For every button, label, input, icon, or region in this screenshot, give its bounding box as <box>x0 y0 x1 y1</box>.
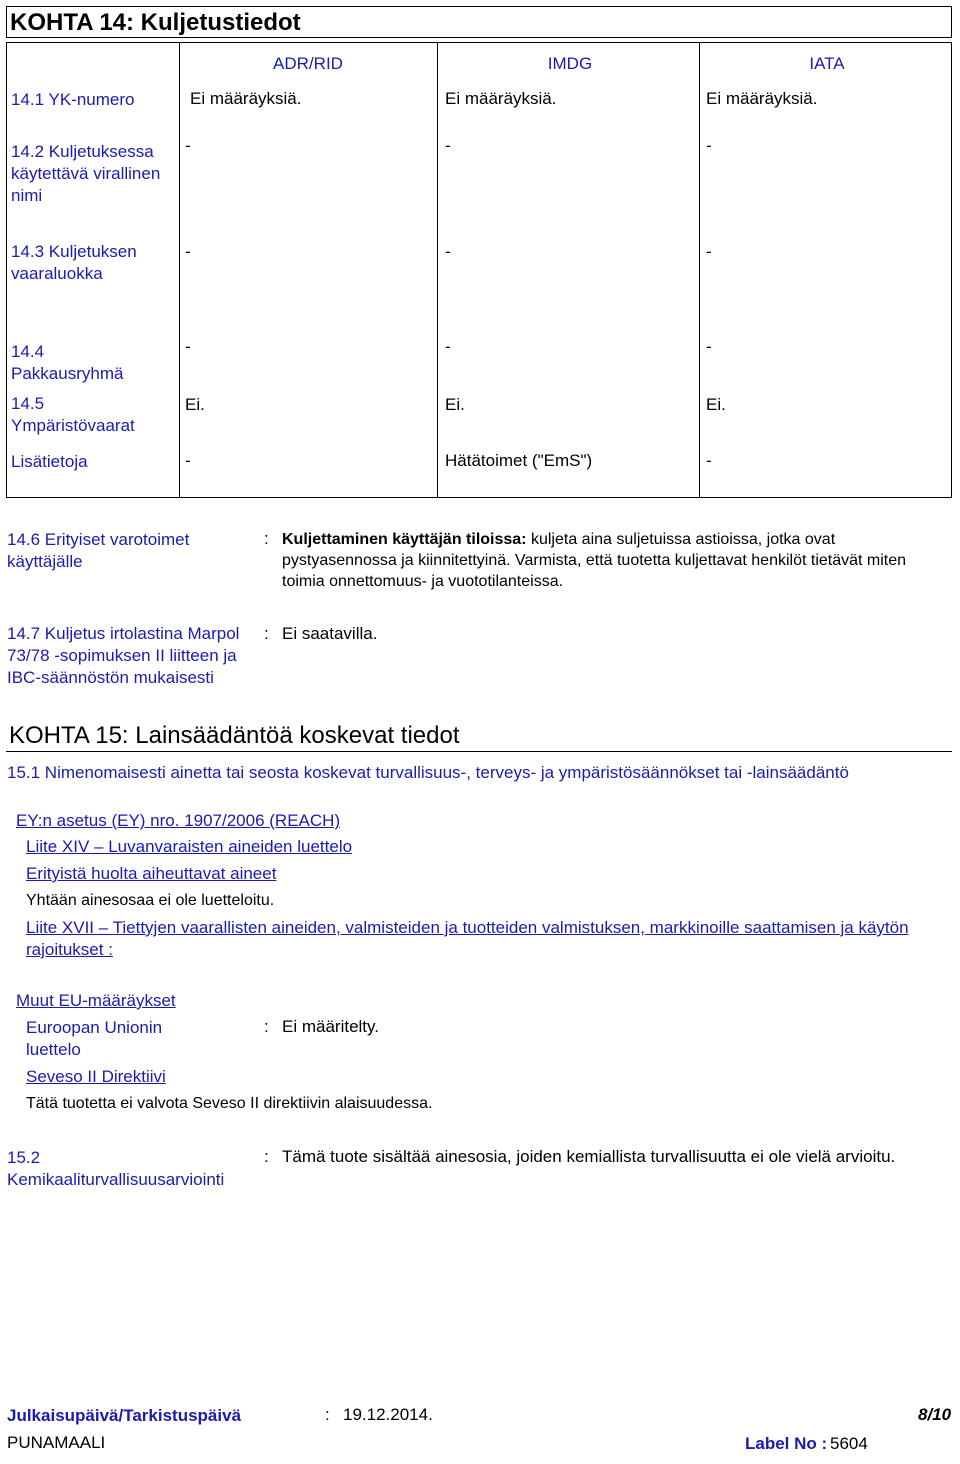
colon: : <box>264 1017 269 1036</box>
cell-value: - <box>185 136 191 155</box>
table-divider <box>179 42 180 498</box>
reach-regulation: EY:n asetus (EY) nro. 1907/2006 (REACH) <box>16 811 341 830</box>
eu-list-label: Euroopan Unionin luettelo <box>26 1018 163 1059</box>
svhc-heading: Erityistä huolta aiheuttavat aineet <box>26 864 277 883</box>
heading-15-2: 15.2 Kemikaaliturvallisuusarviointi <box>7 1148 225 1189</box>
footer-product-name: PUNAMAALI <box>7 1433 106 1452</box>
seveso-text: Tätä tuotetta ei valvota Seveso II direktiivin alaisuudessa. <box>26 1095 433 1112</box>
row-label-un-number: 14.1 YK-numero <box>11 90 135 109</box>
footer-label-no-label: Label No : <box>745 1434 828 1453</box>
cell-value: Ei. <box>185 395 205 414</box>
special-precautions-intro: Kuljettaminen käyttäjän tiloissa: <box>282 531 527 548</box>
cell-value: - <box>185 337 191 356</box>
column-header-adr: ADR/RID <box>273 54 343 73</box>
cell-value: - <box>445 337 451 356</box>
special-precautions-text <box>282 529 952 592</box>
colon: : <box>325 1405 330 1424</box>
ems-label: Hätätoimet ("EmS") <box>445 451 593 470</box>
row-label-additional-info: Lisätietoja <box>11 452 88 471</box>
label-special-precautions: 14.6 Erityiset varotoimet käyttäjälle <box>7 530 190 571</box>
heading-15-1: 15.1 Nimenomaisesti ainetta tai seosta koskevat turvallisuus-, terveys- ja ympäristösäännökset tai -lainsäädäntö <box>7 763 849 782</box>
column-header-iata: IATA <box>809 54 845 73</box>
section-15-title: KOHTA 15: Lainsäädäntöä koskevat tiedot <box>6 720 952 752</box>
cell-value: - <box>706 337 712 356</box>
footer-date-value: 19.12.2014. <box>343 1405 433 1424</box>
row-label-environmental: 14.5 Ympäristövaarat <box>11 394 135 435</box>
row-label-packing-group: 14.4 Pakkausryhmä <box>11 342 124 383</box>
cell-value: Ei määräyksiä. <box>706 89 818 108</box>
row-label-hazard-class: 14.3 Kuljetuksen vaaraluokka <box>11 242 137 283</box>
footer-date-label: Julkaisupäivä/Tarkistuspäivä <box>7 1406 242 1425</box>
colon: : <box>264 1147 269 1166</box>
cell-value: - <box>445 242 451 261</box>
cell-value: - <box>185 451 191 470</box>
other-eu-regulations: Muut EU-määräykset <box>16 991 176 1010</box>
table-divider <box>699 42 700 498</box>
cell-value: - <box>706 136 712 155</box>
cell-value: Ei määräyksiä. <box>190 89 302 108</box>
eu-list-value: Ei määritelty. <box>282 1017 379 1036</box>
table-divider <box>437 42 438 498</box>
cell-value: Ei. <box>445 395 465 414</box>
cell-value: - <box>706 451 712 470</box>
bulk-transport-value: Ei saatavilla. <box>282 624 378 643</box>
colon: : <box>264 529 269 548</box>
annex-xiv-heading: Liite XIV – Luvanvaraisten aineiden luettelo <box>26 837 353 856</box>
svhc-text: Yhtään ainesosaa ei ole luetteloitu. <box>26 892 275 909</box>
cell-value: - <box>706 242 712 261</box>
cell-value: - <box>185 242 191 261</box>
special-precautions-body: kuljeta aina suljetuissa astioissa, jotka ovat pystyasennossa ja kiinnitettyinä. Varmista, että tuotetta kuljettavat henkilöt tietävät miten toimia onnettomuus- ja vuototilanteissa. <box>282 531 907 590</box>
footer-label-no-value: 5604 <box>830 1434 868 1453</box>
column-header-imdg: IMDG <box>547 54 593 73</box>
seveso-heading: Seveso II Direktiivi <box>26 1067 166 1086</box>
label-bulk-transport: 14.7 Kuljetus irtolastina Marpol 73/78 -sopimuksen II liitteen ja IBC-säännöstön mukaisesti <box>7 624 240 687</box>
annex-xvii-heading: Liite XVII – Tiettyjen vaarallisten aineiden, valmisteiden ja tuotteiden valmistuksen, markkinoille saattamisen ja käytön rajoitukset : <box>26 918 909 959</box>
colon: : <box>264 624 269 643</box>
section-14-title: KOHTA 14: Kuljetustiedot <box>6 6 952 38</box>
footer-page-number: 8/10 <box>918 1405 952 1424</box>
cell-value: - <box>445 136 451 155</box>
row-label-shipping-name: 14.2 Kuljetuksessa käytettävä virallinen nimi <box>11 142 161 205</box>
cell-value: Ei määräyksiä. <box>445 89 557 108</box>
cell-value: Ei. <box>706 395 726 414</box>
chemical-safety-value: Tämä tuote sisältää ainesosia, joiden kemiallista turvallisuutta ei ole vielä arvioitu. <box>282 1147 896 1166</box>
